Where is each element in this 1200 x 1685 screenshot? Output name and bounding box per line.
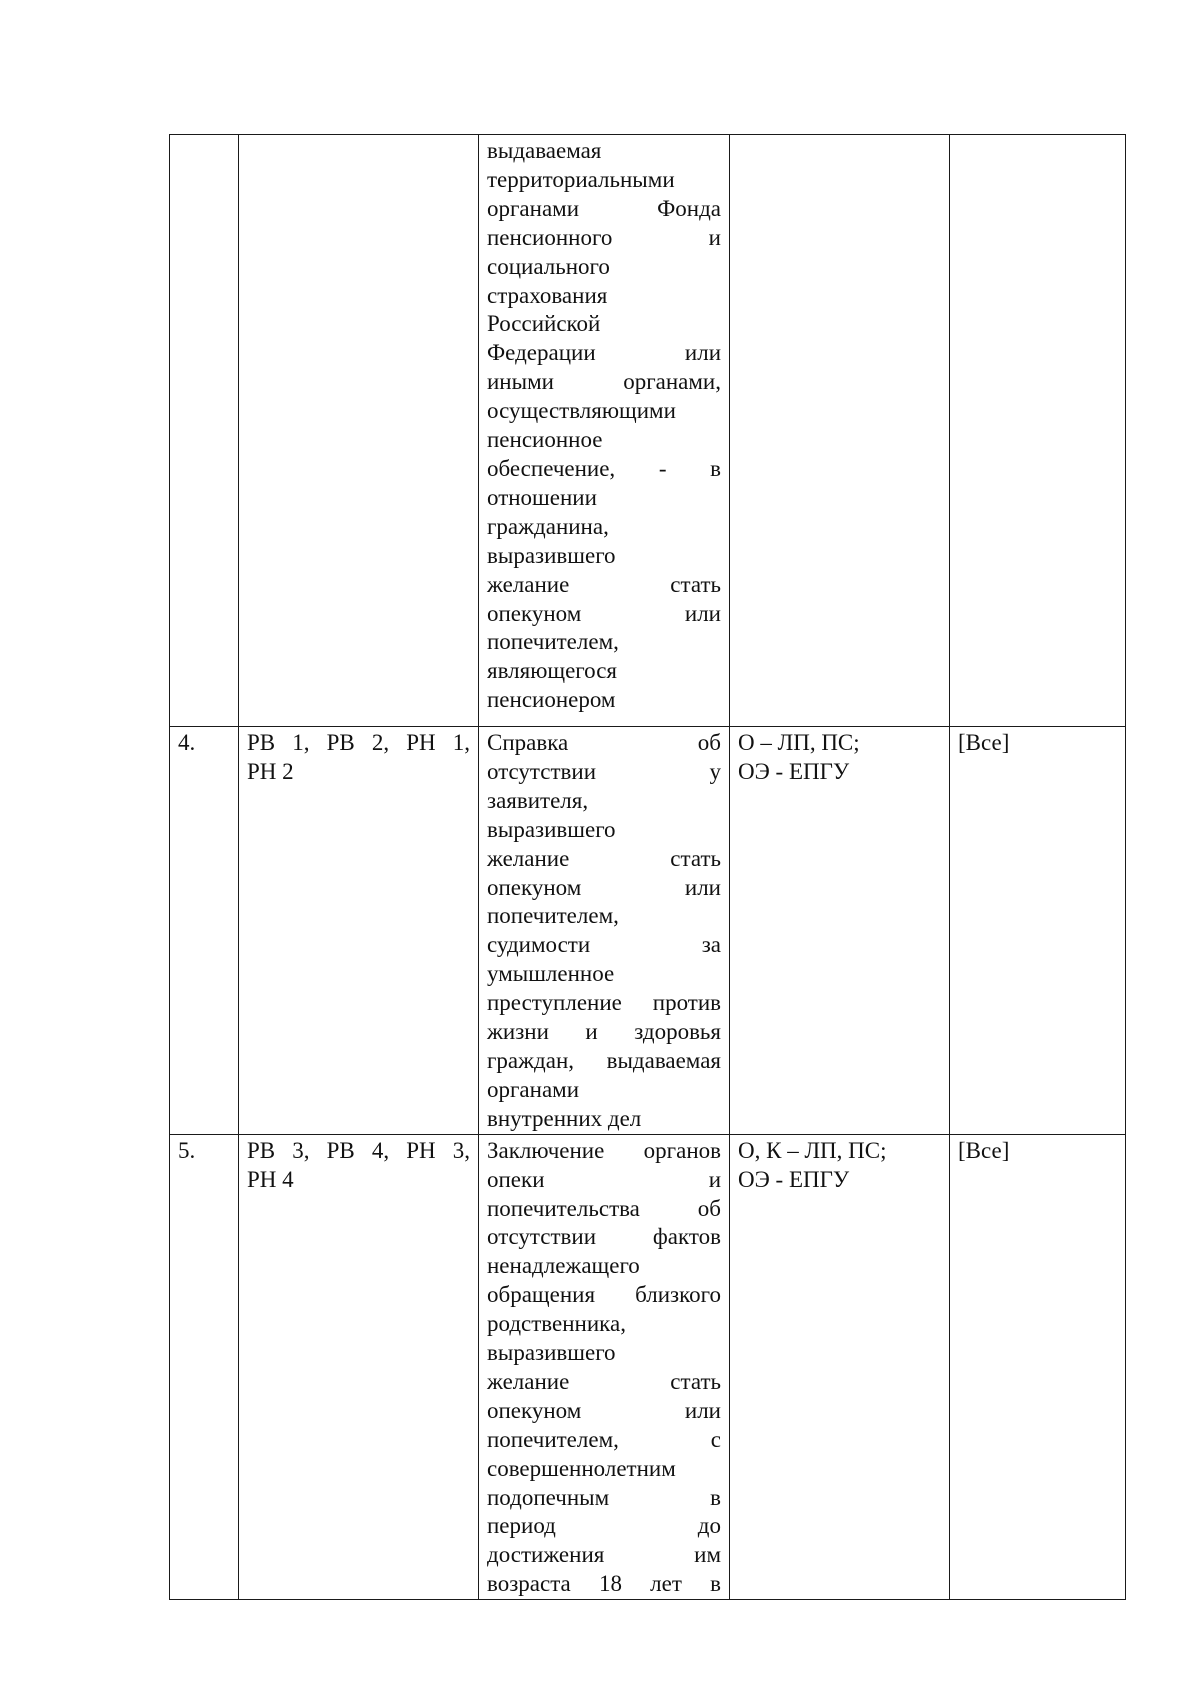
document-name-cell xyxy=(479,727,730,1135)
document-table xyxy=(169,134,1126,1600)
text-line: преступление против xyxy=(487,990,721,1016)
text-line: Российской xyxy=(487,311,601,337)
submission-form-cell xyxy=(730,135,950,727)
text-line: отсутствии фактов xyxy=(487,1224,721,1250)
text-line: желание стать xyxy=(487,571,721,597)
text-line: РВ 1, РВ 2, РН 1, xyxy=(247,730,470,755)
text-line: являющегося xyxy=(487,658,618,684)
text-line: граждан, выдаваемая xyxy=(487,1047,721,1073)
row-number-cell xyxy=(170,1134,239,1600)
text-line: попечительства об xyxy=(487,1195,721,1221)
text-line: опеки и xyxy=(487,1166,721,1192)
text-line: обеспечение, - в xyxy=(487,455,721,481)
text-line: Федерации или xyxy=(487,340,721,366)
text-line: заявителя, xyxy=(487,787,589,813)
table-row xyxy=(170,727,1126,1135)
requirement-codes-cell xyxy=(239,135,479,727)
text-line: выразившего xyxy=(487,542,616,568)
text-line: О, К – ЛП, ПС; xyxy=(738,1137,887,1163)
text-line: попечителем, xyxy=(487,629,619,655)
text-line: РН 4 xyxy=(247,1166,294,1192)
submission-form xyxy=(738,729,941,787)
document-name xyxy=(487,729,721,1134)
text-line: РВ 3, РВ 4, РН 3, xyxy=(247,1137,470,1163)
text-line: пенсионером xyxy=(487,687,616,713)
submission-form xyxy=(738,1137,941,1195)
text-line: родственника, xyxy=(487,1311,626,1337)
text-line: выразившего xyxy=(487,1340,616,1366)
text-line: опекуном или xyxy=(487,874,721,900)
text-line: иными органами, xyxy=(487,369,721,395)
text-line: опекуном или xyxy=(487,1397,721,1423)
text-line: подопечным в xyxy=(487,1484,721,1510)
text-line: достижения им xyxy=(487,1542,721,1568)
text-line: совершеннолетним xyxy=(487,1455,676,1481)
row-number: 4. xyxy=(178,730,196,755)
document-name-cell xyxy=(479,1134,730,1600)
text-line: пенсионное xyxy=(487,427,603,453)
text-line: ОЭ - ЕПГУ xyxy=(738,1166,850,1192)
text-line: желание стать xyxy=(487,845,721,871)
text-line: территориальными xyxy=(487,166,675,192)
table-body xyxy=(170,135,1126,1600)
row-number-cell xyxy=(170,727,239,1135)
text-line: Заключение органов xyxy=(487,1137,721,1163)
row-number-cell xyxy=(170,135,239,727)
text-line: судимости за xyxy=(487,932,721,958)
text-line: отношении xyxy=(487,484,597,510)
text-line: жизни и здоровья xyxy=(487,1019,721,1045)
text-line: О – ЛП, ПС; xyxy=(738,730,860,755)
text-line: обращения близкого xyxy=(487,1282,721,1308)
document-name xyxy=(487,1137,721,1600)
text-line: внутренних дел xyxy=(487,1105,642,1131)
text-line: отсутствии у xyxy=(487,758,721,784)
text-line: РН 2 xyxy=(247,758,294,784)
table-row xyxy=(170,135,1126,727)
text-line: умышленное xyxy=(487,961,615,987)
requirement-codes xyxy=(247,729,470,787)
submission-form-cell xyxy=(730,727,950,1135)
text-line: ОЭ - ЕПГУ xyxy=(738,758,850,784)
text-line: попечителем, с xyxy=(487,1426,721,1452)
applicants-cell xyxy=(950,1134,1126,1600)
text-line: возраста 18 лет в xyxy=(487,1571,721,1597)
row-number: 5. xyxy=(178,1137,196,1163)
text-line: гражданина, xyxy=(487,513,609,539)
text-line: попечителем, xyxy=(487,903,619,929)
document-name xyxy=(487,137,721,715)
applicants-cell xyxy=(950,727,1126,1135)
text-line: органами xyxy=(487,1076,580,1102)
table-row xyxy=(170,1134,1126,1600)
text-line: органами Фонда xyxy=(487,195,721,221)
text-line: осуществляющими xyxy=(487,398,676,424)
requirement-codes-cell xyxy=(239,727,479,1135)
requirement-codes xyxy=(247,1137,470,1195)
text-line: желание стать xyxy=(487,1368,721,1394)
text-line: выдаваемая xyxy=(487,138,602,163)
requirement-codes-cell xyxy=(239,1134,479,1600)
text-line: период до xyxy=(487,1513,721,1539)
applicants: [Все] xyxy=(958,1137,1010,1163)
submission-form-cell xyxy=(730,1134,950,1600)
text-line: Справка об xyxy=(487,730,721,755)
text-line: опекуном или xyxy=(487,600,721,626)
text-line: пенсионного и xyxy=(487,224,721,250)
document-name-cell xyxy=(479,135,730,727)
text-line: выразившего xyxy=(487,816,616,842)
text-line: ненадлежащего xyxy=(487,1253,640,1279)
applicants-cell xyxy=(950,135,1126,727)
applicants: [Все] xyxy=(958,730,1010,755)
text-line: социального xyxy=(487,253,610,279)
text-line: страхования xyxy=(487,282,608,308)
